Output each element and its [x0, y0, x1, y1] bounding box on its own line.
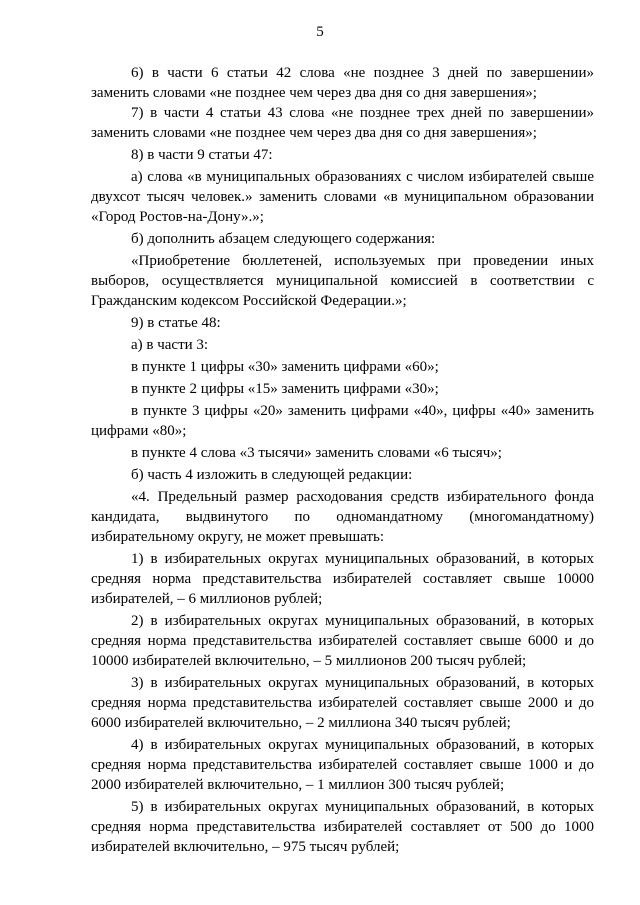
- paragraph-point-3: в пункте 3 цифры «20» заменить цифрами «40», цифры «40» заменить цифрами «80»;: [91, 403, 594, 439]
- paragraph-8-article-47: 8) в части 9 статьи 47:: [131, 147, 273, 163]
- list-item-2: 2) в избирательных округах муниципальных образований, в которых средняя норма представительства избирателей составляет свыше 6000 и до 10000 избирателей включительно, – 5 миллионов 200 тысяч рублей;: [91, 613, 594, 669]
- paragraph-9b: б) часть 4 изложить в следующей редакции:: [131, 467, 413, 483]
- page-number: 5: [316, 24, 324, 40]
- list-item-5: 5) в избирательных округах муниципальных образований, в которых средняя норма представительства избирателей составляет от 500 до 1000 избирателей включительно, – 975 тысяч рублей;: [91, 799, 594, 855]
- paragraph-part-4-text: «4. Предельный размер расходования средств избирательного фонда кандидата, выдвинутого по одномандатному (многомандатному) избирательному округу, не может превышать:: [91, 489, 594, 545]
- paragraph-point-1: в пункте 1 цифры «30» заменить цифрами «60»;: [131, 359, 439, 375]
- paragraph-ballots-quote: «Приобретение бюллетеней, используемых при проведении иных выборов, осуществляется муниципальной комиссией в соответствии с Гражданским кодексом Российской Федерации.»;: [91, 253, 594, 309]
- paragraph-9-article-48: 9) в статье 48:: [131, 315, 221, 331]
- paragraph-8b: б) дополнить абзацем следующего содержания:: [131, 231, 436, 247]
- paragraph-9a: а) в части 3:: [131, 337, 209, 353]
- paragraph-6-article-42: 6) в части 6 статьи 42 слова «не позднее 3 дней по завершении» заменить словами «не позднее чем через два дня со дня завершения»;: [91, 65, 594, 101]
- paragraph-point-4: в пункте 4 слова «3 тысячи» заменить словами «6 тысяч»;: [131, 445, 502, 461]
- paragraph-7-article-43: 7) в части 4 статьи 43 слова «не позднее трех дней по завершении» заменить словами «не позднее чем через два дня со дня завершения»;: [91, 105, 594, 141]
- list-item-3: 3) в избирательных округах муниципальных образований, в которых средняя норма представительства избирателей составляет свыше 2000 и до 6000 избирателей включительно, – 2 миллиона 340 тысяч рублей;: [91, 675, 594, 731]
- paragraph-8a: а) слова «в муниципальных образованиях с числом избирателей свыше двухсот тысяч человек.» заменить словами «в муниципальном образовании «Город Ростов-на-Дону».»;: [91, 169, 594, 225]
- list-item-1: 1) в избирательных округах муниципальных образований, в которых средняя норма представительства избирателей составляет свыше 10000 избирателей, – 6 миллионов рублей;: [91, 551, 594, 607]
- paragraph-point-2: в пункте 2 цифры «15» заменить цифрами «30»;: [131, 381, 439, 397]
- list-item-4: 4) в избирательных округах муниципальных образований, в которых средняя норма представительства избирателей составляет свыше 1000 и до 2000 избирателей включительно, – 1 миллион 300 тысяч рублей;: [91, 737, 594, 793]
